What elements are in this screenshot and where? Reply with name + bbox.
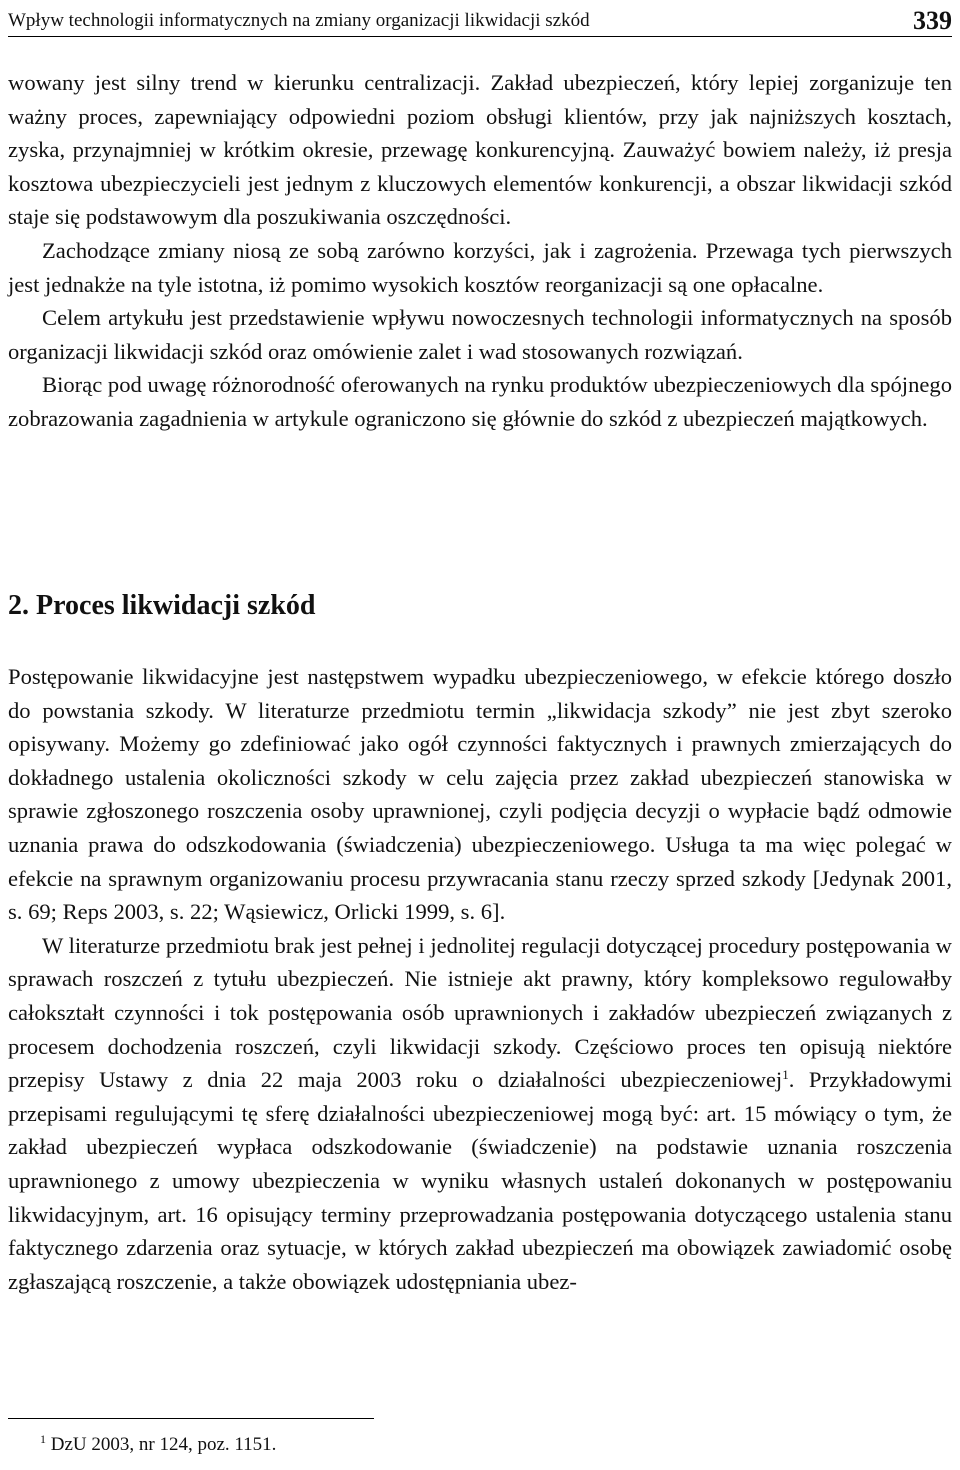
section-heading: 2. Proces likwidacji szkód — [8, 590, 316, 621]
footnote-text: DzU 2003, nr 124, poz. 1151. — [46, 1434, 277, 1455]
paragraph-text: . Przykładowymi przepisami regulującymi tę sferę działalności ubezpieczeniowej mogą być: art. 15 mówiący o tym, że zakład ubezpieczeń wypłaca odszkodowanie (świadczenie) na podstawie uznania roszczenia uprawnionego z umowy ubezpieczenia w wyniku własnych ustaleń dokonanych w postępowaniu likwidacyjnym, art. 16 opisujący terminy przeprowadzania postępowania dotyczącego ustalenia stanu faktycznego zdarzenia oraz sytuacje, w których zakład ubezpieczeń ma obowiązek zawiadomić osobę zgłaszającą roszczenie, a także obowiązek udostępniania ubez- — [8, 1067, 953, 1294]
paragraph: Zachodzące zmiany niosą ze sobą zarówno korzyści, jak i zagrożenia. Przewaga tych pierwszych jest jednakże na tyle istotna, iż pomimo wysokich kosztów reorganizacji są one opłacalne. — [8, 237, 952, 297]
paragraph: Postępowanie likwidacyjne jest następstwem wypadku ubezpieczeniowego, w efekcie którego doszło do powstania szkody. W literaturze przedmiotu termin „likwidacja szkody” nie jest zbyt szeroko opisywany. Możemy go zdefiniować jako ogół czynności faktycznych i prawnych zmierzających do dokładnego ustalenia okoliczności szkody w celu zajęcia przez zakład ubezpieczeń stanowiska w sprawie zgłoszonego roszczenia osoby uprawnionej, czyli podjęcia decyzji o wypłacie bądź odmowie uznania prawa do odszkodowania (świadczenia) ubezpieczeniowego. Usługa ta ma więc polegać w efekcie na sprawnym organizowaniu procesu przywracania stanu rzeczy sprzed szkody [Jedynak 2001, s. 69; Reps 2003, s. 22; Wąsiewicz, Orlicki 1999, s. 6]. — [8, 664, 952, 925]
paragraph: wowany jest silny trend w kierunku centralizacji. Zakład ubezpieczeń, który lepiej zorganizuje ten ważny proces, zapewniający odpowiedni poziom obsługi klientów, przy jak najniższych kosztach, zyska, przynajmniej w krótkim okresie, przewagę konkurencyjną. Zauważyć bowiem należy, iż presja kosztowa ubezpieczycieli jest jednym z kluczowych elementów konkurencji, a obszar likwidacji szkód staje się podstawowym dla poszukiwania oszczędności. — [8, 70, 952, 230]
running-header — [8, 6, 952, 37]
running-title: Wpływ technologii informatycznych na zmiany organizacji likwidacji szkód — [8, 10, 590, 31]
paragraph-text: W literaturze przedmiotu brak jest pełnej i jednolitej regulacji dotyczącej procedury postępowania w sprawach roszczeń z tytułu ubezpieczeń. Nie istnieje akt prawny, który kompleksowo regulowałby całokształt czynności i tok postępowania osób uprawnionych i zakładów ubezpieczeń związanych z procesem dochodzenia roszczeń, czyli likwidacji szkody. Częściowo proces ten opisują niektóre przepisy Ustawy z dnia 22 maja 2003 roku o działalności ubezpieczeniowej — [8, 932, 952, 1093]
footnote-marker: 1 — [40, 1432, 46, 1446]
footnote-reference[interactable]: 1 — [782, 1067, 789, 1083]
footnote-divider — [8, 1418, 374, 1419]
footnote — [40, 1434, 276, 1456]
section-text — [8, 660, 952, 1298]
intro-text — [8, 66, 952, 436]
paragraph: Biorąc pod uwagę różnorodność oferowanych na rynku produktów ubezpieczeniowych dla spójnego zobrazowania zagadnienia w artykule ograniczono się głównie do szkód z ubezpieczeń majątkowych. — [8, 372, 952, 431]
page-number: 339 — [913, 6, 952, 35]
paragraph: Celem artykułu jest przedstawienie wpływu nowoczesnych technologii informatycznych na sposób organizacji likwidacji szkód oraz omówienie zalet i wad stosowanych rozwiązań. — [8, 305, 952, 364]
paragraph — [8, 929, 952, 1299]
